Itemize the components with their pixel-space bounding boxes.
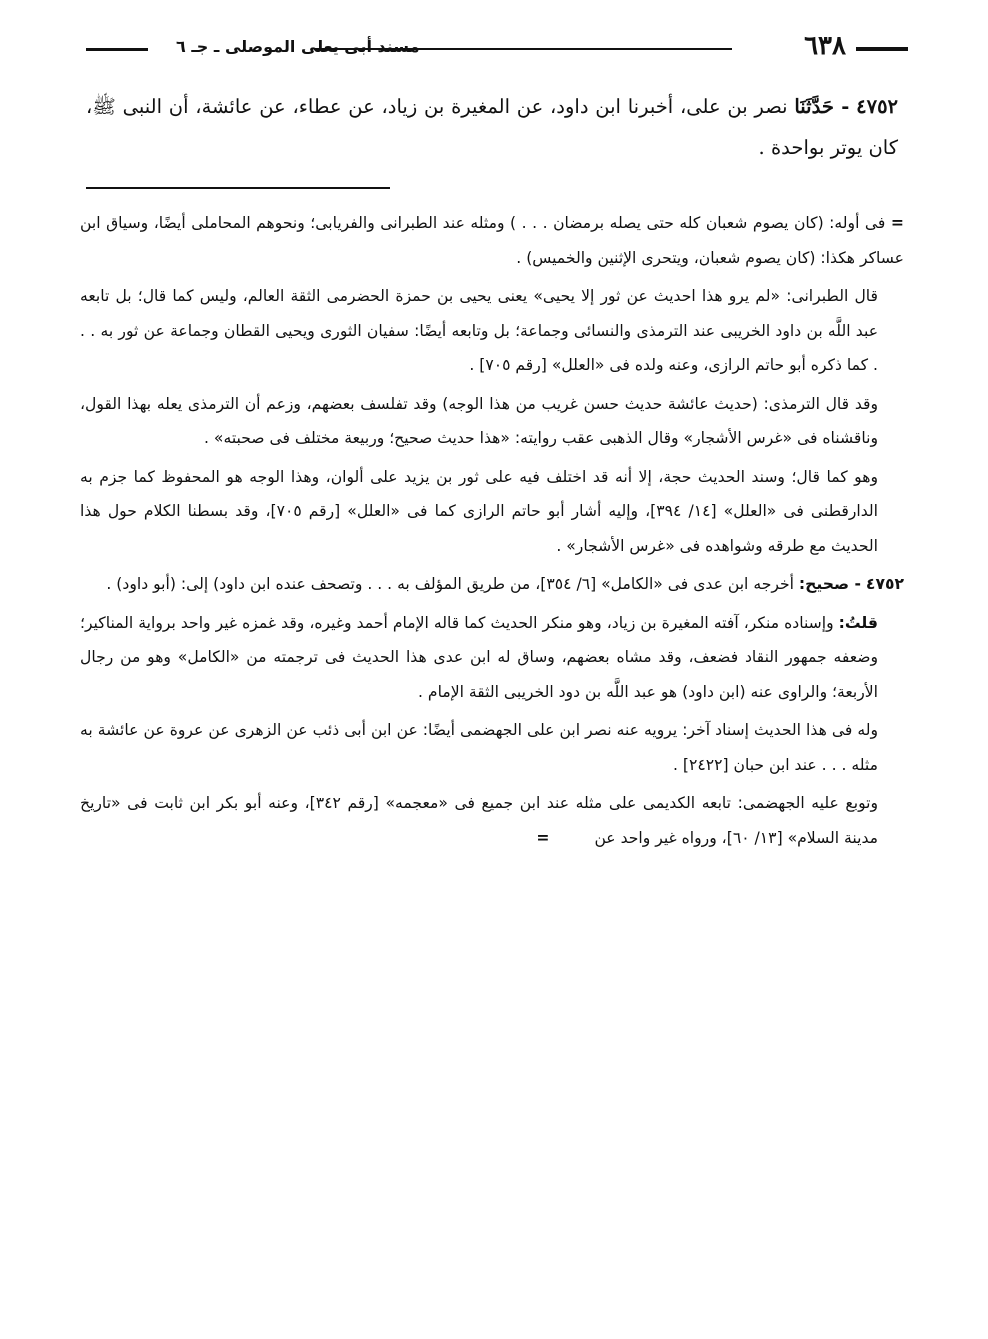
- header-dash-right: [856, 47, 908, 51]
- footnote-grade: صحيح:: [798, 575, 850, 593]
- footnote-paragraph: [80, 606, 904, 710]
- footnote-text: أخرجه ابن عدى فى «الكامل» [٦/ ٣٥٤]، من طريق المؤلف به . . . وتصحف عنده ابن داود) إلى: (أبو داود) .: [106, 575, 794, 593]
- footnote-number: ٤٧٥٢: [865, 575, 904, 593]
- footnote-text: وتوبع عليه الجهضمى: تابعه الكديمى على مثله عند ابن جميع فى «معجمه» [رقم ٣٤٢]، وعنه أبو بكر ابن ثابت فى «تاريخ مدينة السلام» [١٣/ ٦٠]، ورواه غير واحد عن: [80, 794, 878, 847]
- footnote-paragraph: [80, 206, 904, 275]
- footnote-grade-separator: -: [849, 575, 861, 593]
- footnote-paragraph: [80, 567, 904, 602]
- running-title: مسند أبى يعلى الموصلى ـ جـ ٦: [176, 37, 420, 56]
- qult-label: قلتُ:: [838, 613, 878, 632]
- footnote-text: وإسناده منكر، آفته المغيرة بن زياد، وهو منكر الحديث كما قاله الإمام أحمد وغيره، وقد غمزه غير واحد برواية المناكير؛ وضعفه جمهور النقاد فضعف، وقد مشاه بعضهم، وساق له ابن عدى هذا الحديث فى ترجمته من «الكامل» وهو من رجال الأربعة؛ والراوى عنه (ابن داود) هو عبد اللَّه بن دود الخريبى الثقة الإمام .: [80, 613, 878, 701]
- footnote-paragraph: وقد قال الترمذى: (حديث عائشة حديث حسن غريب من هذا الوجه) وقد تفلسف بعضهم، وزعم أن الترمذى يعله بهذا القول، وناقشناه فى «غرس الأشجار» وقال الذهبى عقب روايته: «هذا حديث صحيح؛ وربيعة مختلف فى صحبته» .: [80, 394, 878, 447]
- header-dash-left: [86, 48, 148, 51]
- footnote-paragraph: وله فى هذا الحديث إسناد آخر: يرويه عنه نصر ابن على الجهضمى أيضًا: عن ابن أبى ذئب عن الزهرى عن عروة عن عائشة به مثله . . . عند ابن حبان [٢٤٢٢] .: [80, 721, 878, 774]
- running-header: [86, 28, 908, 68]
- hadith-separator: -: [833, 95, 850, 118]
- footnotes: [80, 206, 904, 859]
- continuation-marker: =: [890, 214, 904, 232]
- trailing-continuation-marker: =: [536, 828, 550, 847]
- footnote-paragraph: قال الطبرانى: «لم يرو هذا احديث عن ثور إلا يحيى» يعنى يحيى بن حمزة الحضرمى الثقة العالم، وليس كما قال؛ بل تابعه عبد اللَّه بن داود الخريبى عند الترمذى والنسائى وجماعة؛ بل وتابعه أيضًا: سفيان الثورى ويحيى القطان وجماعة عن ثور به . . . كما ذكره أبو حاتم الرازى، وعنه ولده فى «العلل» [رقم ٧٠٥] .: [80, 287, 878, 374]
- page-number: ٦٣٨: [804, 31, 846, 61]
- hadith-lead-word: حَدَّثَنَا: [794, 95, 834, 118]
- hadith-text: [86, 86, 898, 168]
- footnote-paragraph: [80, 786, 904, 855]
- hadith-body: نصر بن على، أخبرنا ابن داود، عن المغيرة بن زياد، عن عطاء، عن عائشة، أن النبى ﷺ، كان يوتر بواحدة .: [86, 95, 898, 159]
- hadith-number: ٤٧٥٢: [856, 95, 899, 118]
- footnote-separator-rule: [86, 187, 390, 189]
- footnote-paragraph: وهو كما قال؛ وسند الحديث حجة، إلا أنه قد اختلف فيه على ثور بن يزيد على ألوان، وهذا الوجه هو المحفوظ كما جزم به الدارقطنى فى «العلل» [١٤/ ٣٩٤]، وإليه أشار أبو حاتم الرازى كما فى «العلل» [رقم ٧٠٥]، وقد بسطنا الكلام حول هذا الحديث مع طرقه وشواهده فى «غرس الأشجار» .: [80, 467, 878, 555]
- footnote-text: فى أوله: (كان يصوم شعبان كله حتى يصله برمضان . . . ) ومثله عند الطبرانى والفريابى؛ ونحوهم المحاملى أيضًا، وسياق ابن عساكر هكذا: (كان يصوم شعبان، ويتحرى الإثنين والخميس) .: [80, 214, 904, 267]
